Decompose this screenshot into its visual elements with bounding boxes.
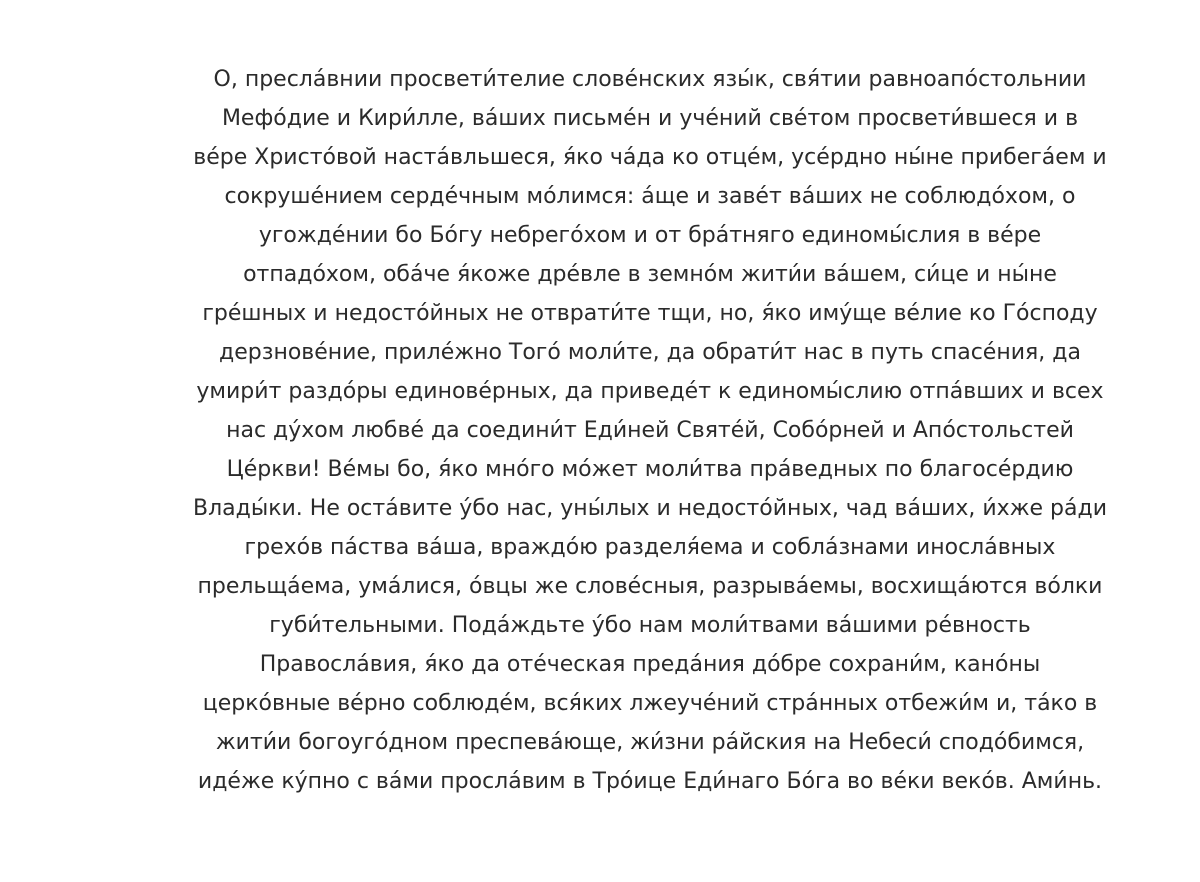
prayer-line: гре́шных и недосто́йных не отврати́те тщи, но, я́ко иму́ще ве́лие ко Го́споду xyxy=(202,301,1098,326)
prayer-line: ве́ре Христо́вой наста́вльшеся, я́ко ча́да ко отце́м, усе́рдно ны́не прибега́ем и xyxy=(193,145,1107,170)
prayer-line: Мефо́дие и Кири́лле, ва́ших письме́н и уче́ний све́том просвети́вшеся и в xyxy=(221,106,1079,131)
prayer-line: Влады́ки. Не оста́вите у́бо нас, уны́лых и недосто́йных, чад ва́ших, и́хже ра́ди xyxy=(192,496,1108,521)
prayer-line: Правосла́вия, я́ко да оте́ческая преда́ния до́бре сохрани́м, кано́ны xyxy=(259,652,1041,677)
prayer-line: умири́т раздо́ры единове́рных, да приведе́т к единомы́слию отпа́вших и всех xyxy=(196,379,1104,404)
prayer-line: сокруше́нием серде́чным мо́лимся: а́ще и заве́т ва́ших не соблюдо́хом, о xyxy=(224,184,1076,209)
prayer-line: иде́же ку́пно с ва́ми просла́вим в Тро́ице Еди́наго Бо́га во ве́ки веко́в. Ами́нь. xyxy=(197,769,1103,794)
prayer-text xyxy=(100,60,1200,801)
prayer-line: губи́тельными. Пода́ждьте у́бо нам моли́твами ва́шими ре́вность xyxy=(269,613,1031,638)
prayer-line: дерзнове́ние, приле́жно Того́ моли́те, да обрати́т нас в путь спасе́ния, да xyxy=(219,340,1081,365)
prayer-line: угожде́нии бо Бо́гу небрего́хом и от бра́тняго единомы́слия в ве́ре xyxy=(258,223,1042,248)
prayer-line: жити́и богоуго́дном преспева́юще, жи́зни ра́йския на Небеси́ сподо́бимся, xyxy=(215,730,1085,755)
prayer-line: О, пресла́внии просвети́телие слове́нских язы́к, свя́тии равноапо́стольнии xyxy=(213,67,1087,92)
prayer-line: прельща́ема, ума́лися, о́вцы же слове́сныя, разрыва́емы, восхища́ются во́лки xyxy=(197,574,1103,599)
prayer-line: отпадо́хом, оба́че я́коже дре́вле в земно́м жити́и ва́шем, си́це и ны́не xyxy=(243,262,1057,287)
prayer-line: нас ду́хом любве́ да соедини́т Еди́ней Святе́й, Собо́рней и Апо́стольстей xyxy=(226,418,1074,443)
prayer-line: церко́вные ве́рно соблюде́м, вся́ких лжеуче́ний стра́нных отбежи́м и, та́ко в xyxy=(202,691,1098,716)
prayer-line: Це́ркви! Ве́мы бо, я́ко мно́го мо́жет моли́тва пра́ведных по благосе́рдию xyxy=(226,457,1074,482)
prayer-line: грехо́в па́ства ва́ша, враждо́ю разделя́ема и собла́знами иносла́вных xyxy=(244,535,1056,560)
